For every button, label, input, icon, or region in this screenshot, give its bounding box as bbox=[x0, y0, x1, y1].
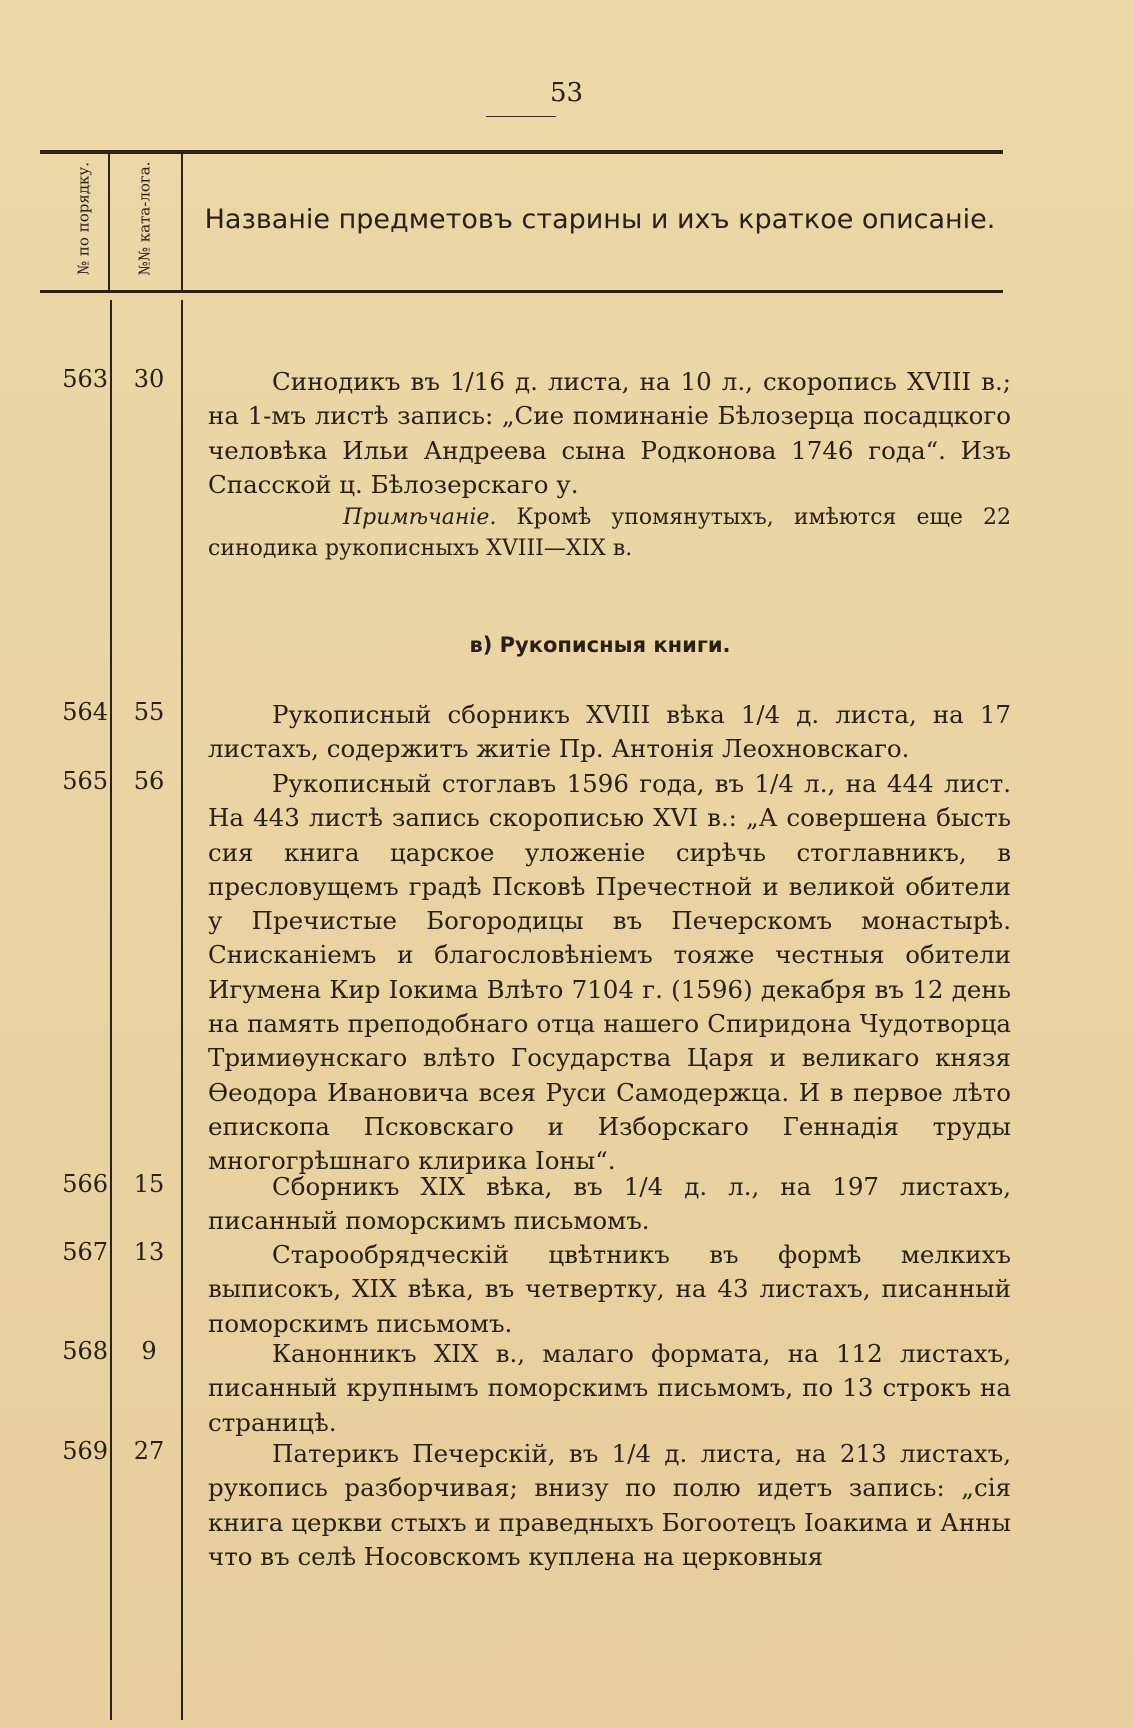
entry-description: Старообрядческій цвѣтникъ въ формѣ мелкихъ выписокъ, XIX вѣка, въ четвертку, на 43 листахъ, писанный поморскимъ письмомъ. bbox=[208, 1240, 1011, 1338]
note-label: Примѣчаніе. bbox=[343, 505, 497, 530]
note bbox=[208, 502, 1011, 564]
entry-description: Синодикъ въ 1/16 д. листа, на 10 л., скоропись XVIII в.; на 1-мъ листѣ запись: „Сие поминаніе Бѣлозерца посадцкого человѣка Ильи Андреева сына Родконова 1746 года“. Изъ Спасской ц. Бѣлозерскаго у. bbox=[208, 367, 1011, 499]
column-divider-1-body bbox=[110, 300, 112, 1720]
entry-number: 563 bbox=[62, 365, 108, 393]
catalog-number: 55 bbox=[133, 698, 165, 726]
entry-number: 564 bbox=[62, 698, 108, 726]
catalog-number: 15 bbox=[133, 1170, 165, 1198]
table-top-rule bbox=[40, 150, 1003, 154]
section-heading: в) Рукописныя книги. bbox=[469, 633, 731, 657]
entry-description: Канонникъ XIX в., малаго формата, на 112 листахъ, писанный крупнымъ поморскимъ письмомъ, по 13 строкъ на страницѣ. bbox=[208, 1339, 1011, 1437]
entry-number: 567 bbox=[62, 1238, 108, 1266]
column-header-catalog: №№ ката-лога. bbox=[135, 161, 154, 276]
entry-description: Патерикъ Печерскій, въ 1/4 д. листа, на 213 листахъ, рукопись разборчивая; внизу по полю идетъ запись: „сія книга церкви стыхъ и праведныхъ Богоотецъ Іоакима и Анны что въ селѣ Носовскомъ куплена на церковныя bbox=[208, 1439, 1011, 1571]
catalog-number: 56 bbox=[133, 767, 165, 795]
entry-description: Рукописный стоглавъ 1596 года, въ 1/4 л., на 444 лист. На 443 листѣ запись скорописью XVI в.: „А совершена бысть сия книга царское уложеніе сирѣчь стоглавникъ, в пресловущемъ градѣ Псковѣ Пречестной и великой обители у Пречистые Богородицы въ Печерскомъ монастырѣ. Снисканіемъ и благословѣніемъ тояже честныя обители Игумена Кир Іокима Влѣто 7104 г. (1596) декабря въ 12 день на память преподобнаго отца нашего Спиридона Чудотворца Тримиѳунскаго влѣто Государства Царя и великаго князя Ѳеодора Ивановича всея Руси Самодержца. И в первое лѣто епископа Псковскаго и Изборскаго Геннадія труды многогрѣшнаго клирика Іоны“. bbox=[208, 769, 1011, 1176]
entry-number: 566 bbox=[62, 1170, 108, 1198]
table-header-rule bbox=[40, 290, 1003, 293]
page-number: 53 bbox=[549, 78, 584, 108]
note-text: Кромѣ упомянутыхъ, имѣются еще 22 синодика рукописныхъ XVIII—XIX в. bbox=[208, 505, 1011, 561]
column-divider-2 bbox=[181, 154, 183, 291]
entry-number: 569 bbox=[62, 1437, 108, 1465]
catalog-number: 27 bbox=[133, 1437, 165, 1465]
column-divider-1 bbox=[108, 154, 110, 291]
catalog-number: 30 bbox=[133, 365, 165, 393]
column-divider-2-body bbox=[181, 300, 183, 1720]
table-title: Названіе предметовъ старины и ихъ краткое описаніе. bbox=[204, 204, 996, 235]
catalog-number: 13 bbox=[133, 1238, 165, 1266]
page-number-rule bbox=[486, 116, 556, 117]
catalog-number: 9 bbox=[141, 1337, 157, 1365]
entry-number: 568 bbox=[62, 1337, 108, 1365]
entry-description: Рукописный сборникъ XVIII вѣка 1/4 д. листа, на 17 листахъ, содержитъ житіе Пр. Антонія Леохновскаго. bbox=[208, 700, 1011, 764]
entry-description: Сборникъ XIX вѣка, въ 1/4 д. л., на 197 листахъ, писанный поморскимъ письмомъ. bbox=[208, 1172, 1011, 1236]
column-header-order: № по порядку. bbox=[74, 161, 93, 276]
entry-number: 565 bbox=[62, 767, 108, 795]
